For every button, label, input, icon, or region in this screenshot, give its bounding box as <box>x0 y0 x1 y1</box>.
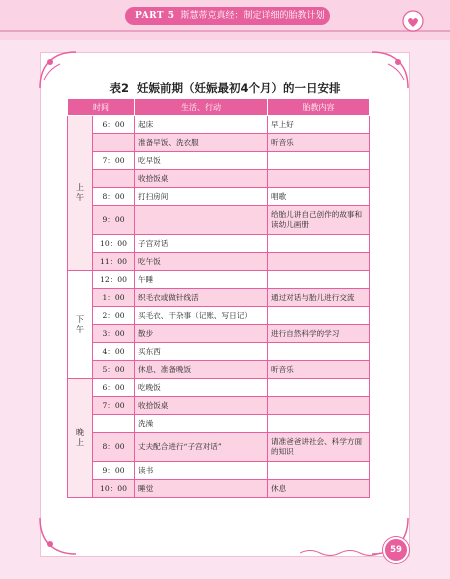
table-row <box>68 271 370 289</box>
education-cell: 听音乐 <box>268 134 370 152</box>
header-divider <box>0 30 450 32</box>
chapter-part: PART 5 <box>135 11 175 21</box>
table-row <box>68 206 370 235</box>
table-row <box>68 170 370 188</box>
activity-cell <box>135 206 268 235</box>
table-row <box>68 116 370 134</box>
activity-cell: 打扫房间 <box>135 188 268 206</box>
table-title-text: 妊娠前期（妊娠最初4个月）的一日安排 <box>137 81 341 95</box>
time-cell: 4：00 <box>93 343 135 361</box>
time-cell: 6：00 <box>93 379 135 397</box>
activity-cell: 散步 <box>135 325 268 343</box>
activity-cell: 吃早饭 <box>135 152 268 170</box>
table-row <box>68 379 370 397</box>
education-cell: 请准爸爸讲社会、科学方面的知识 <box>268 433 370 462</box>
education-cell <box>268 397 370 415</box>
activity-cell: 午睡 <box>135 271 268 289</box>
activity-cell: 吃午饭 <box>135 253 268 271</box>
table-row <box>68 343 370 361</box>
education-cell <box>268 307 370 325</box>
activity-cell: 吃晚饭 <box>135 379 268 397</box>
column-header-education: 胎教内容 <box>268 99 370 116</box>
table-row <box>68 325 370 343</box>
time-cell: 5：00 <box>93 361 135 379</box>
time-cell: 2：00 <box>93 307 135 325</box>
corner-ornament-bottom-left-icon <box>38 516 78 556</box>
time-cell <box>93 415 135 433</box>
table-row <box>68 361 370 379</box>
period-afternoon: 下 午 <box>68 271 93 379</box>
activity-cell: 丈夫配合进行“子宫对话” <box>135 433 268 462</box>
activity-cell: 准备早饭、洗衣服 <box>135 134 268 152</box>
schedule-table <box>67 98 370 498</box>
time-cell: 12：00 <box>93 271 135 289</box>
table-label: 表2 <box>109 81 129 95</box>
activity-cell: 睡觉 <box>135 480 268 498</box>
education-cell <box>268 170 370 188</box>
education-cell <box>268 343 370 361</box>
education-cell <box>268 379 370 397</box>
education-cell: 听音乐 <box>268 361 370 379</box>
education-cell <box>268 415 370 433</box>
period-evening: 晚 上 <box>68 379 93 498</box>
period-morning: 上 午 <box>68 116 93 271</box>
time-cell: 8：00 <box>93 433 135 462</box>
time-cell: 11：00 <box>93 253 135 271</box>
table-row <box>68 235 370 253</box>
education-cell <box>268 271 370 289</box>
activity-cell: 洗澡 <box>135 415 268 433</box>
time-cell <box>93 170 135 188</box>
education-cell <box>268 253 370 271</box>
table-row <box>68 188 370 206</box>
table-row <box>68 253 370 271</box>
activity-cell: 买东西 <box>135 343 268 361</box>
table-row <box>68 307 370 325</box>
column-header-time: 时间 <box>68 99 135 116</box>
activity-cell: 休息、准备晚饭 <box>135 361 268 379</box>
time-cell: 9：00 <box>93 462 135 480</box>
activity-cell: 收拾饭桌 <box>135 170 268 188</box>
table-row <box>68 415 370 433</box>
chapter-banner <box>125 7 330 25</box>
education-cell: 通过对话与胎儿进行交流 <box>268 289 370 307</box>
heart-icon <box>400 10 426 32</box>
education-cell <box>268 152 370 170</box>
activity-cell: 织毛衣或做针线活 <box>135 289 268 307</box>
table-row <box>68 397 370 415</box>
time-cell: 7：00 <box>93 397 135 415</box>
activity-cell: 读书 <box>135 462 268 480</box>
time-cell: 6：00 <box>93 116 135 134</box>
table-row <box>68 462 370 480</box>
time-cell: 10：00 <box>93 235 135 253</box>
education-cell: 进行自然科学的学习 <box>268 325 370 343</box>
time-cell: 10：00 <box>93 480 135 498</box>
education-cell: 早上好 <box>268 116 370 134</box>
activity-cell: 起床 <box>135 116 268 134</box>
table-row <box>68 152 370 170</box>
chapter-title: 斯慧蒂克真经：制定详细的胎教计划 <box>180 11 325 21</box>
activity-cell: 子宫对话 <box>135 235 268 253</box>
table-row <box>68 289 370 307</box>
page-header <box>0 0 450 40</box>
education-cell: 休息 <box>268 480 370 498</box>
time-cell <box>93 134 135 152</box>
education-cell: 给胎儿讲自己创作的故事和读幼儿画册 <box>268 206 370 235</box>
time-cell: 1：00 <box>93 289 135 307</box>
activity-cell: 买毛衣、干杂事（记账、写日记） <box>135 307 268 325</box>
page-number: 59 <box>383 537 409 563</box>
table-row <box>68 134 370 152</box>
column-header-activity: 生活、行动 <box>135 99 268 116</box>
table-title <box>0 80 450 96</box>
table-row <box>68 480 370 498</box>
time-cell: 8：00 <box>93 188 135 206</box>
education-cell: 唱歌 <box>268 188 370 206</box>
table-header-row <box>68 99 370 116</box>
wave-ornament-icon <box>300 548 380 558</box>
time-cell: 9：00 <box>93 206 135 235</box>
education-cell <box>268 235 370 253</box>
time-cell: 7：00 <box>93 152 135 170</box>
time-cell: 3：00 <box>93 325 135 343</box>
activity-cell: 收拾饭桌 <box>135 397 268 415</box>
table-row <box>68 433 370 462</box>
education-cell <box>268 462 370 480</box>
